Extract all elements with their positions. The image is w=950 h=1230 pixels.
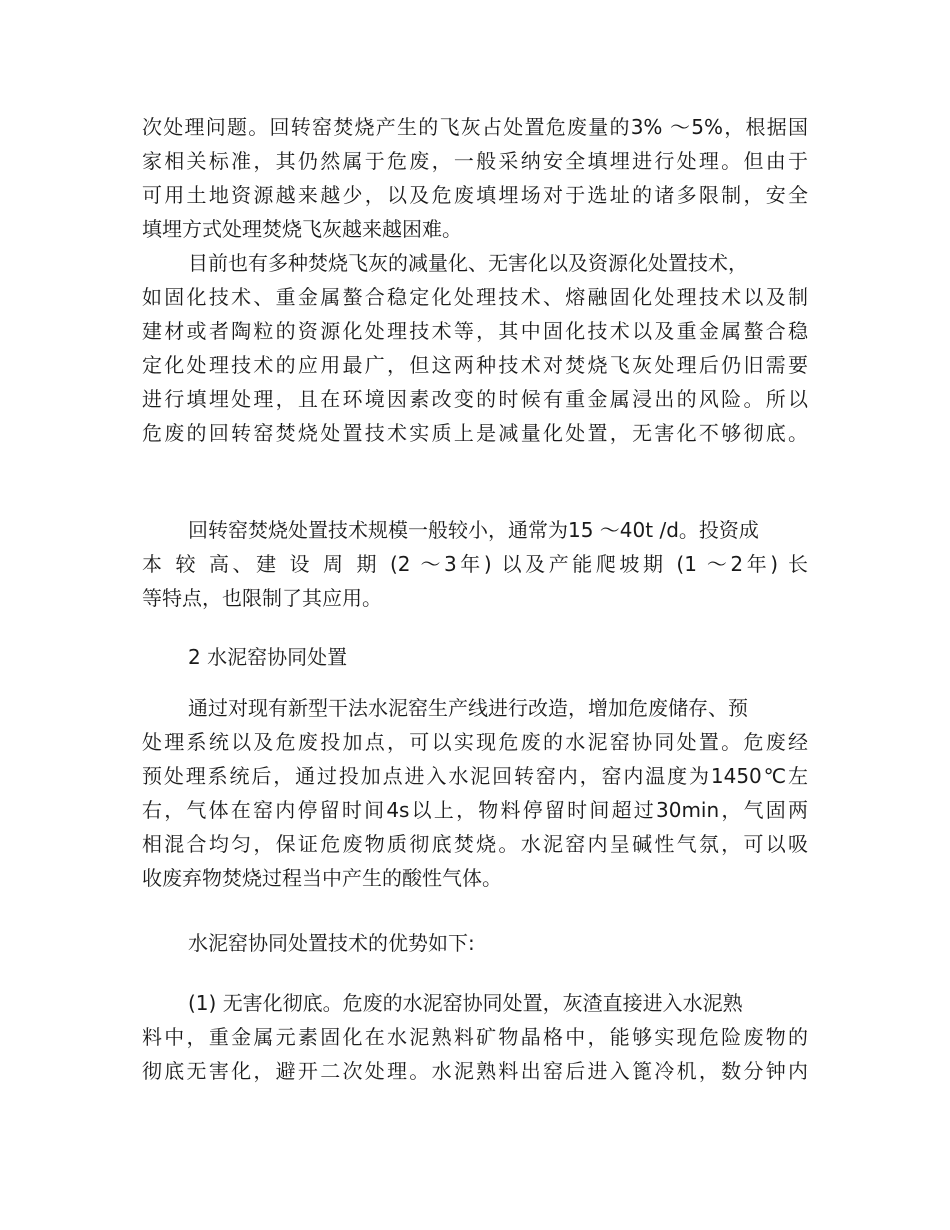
text-line: 定化处理技术的应用最广，但这两种技术对焚烧飞灰处理后仍旧需要: [142, 353, 808, 377]
text-line: 填埋方式处理焚烧飞灰越来越困难。: [142, 217, 462, 241]
text-line: (1) 无害化彻底。危废的水泥窑协同处置，灰渣直接进入水泥熟: [188, 991, 743, 1015]
text-line: 预处理系统后，通过投加点进入水泥回转窑内，窑内温度为1450℃左: [142, 764, 808, 788]
text-line: 水泥窑协同处置技术的优势如下:: [188, 931, 475, 955]
paragraph-rotary-kiln-scale: [142, 513, 808, 615]
text-line: 彻底无害化，避开二次处理。水泥熟料出窑后进入篦冷机，数分钟内: [142, 1059, 808, 1083]
text-line: 可用土地资源越来越少，以及危废填埋场对于选址的诸多限制，安全: [142, 183, 808, 207]
paragraph-fly-ash-technologies: [142, 246, 808, 450]
text-line: 目前也有多种焚烧飞灰的减量化、无害化以及资源化处置技术，: [188, 251, 748, 275]
paragraph-cement-kiln-process: [142, 691, 808, 895]
text-line: 料中，重金属元素固化在水泥熟料矿物晶格中，能够实现危险废物的: [142, 1025, 808, 1049]
text-line: 通过对现有新型干法水泥窑生产线进行改造，增加危废储存、预: [188, 696, 748, 720]
text-line: 家相关标准，其仍然属于危废，一般采纳安全填埋进行处理。但由于: [142, 149, 808, 173]
text-line: 处理系统以及危废投加点，可以实现危废的水泥窑协同处置。危废经: [142, 730, 808, 754]
text-line: 等特点，也限制了其应用。: [142, 586, 382, 610]
paragraph-advantage-1: [142, 986, 808, 1088]
text-line: 建材或者陶粒的资源化处理技术等，其中固化技术以及重金属螯合稳: [142, 319, 808, 343]
text-line: 如固化技术、重金属螯合稳定化处理技术、熔融固化处理技术以及制: [142, 285, 808, 309]
section-heading: [142, 640, 808, 674]
paragraph-fly-ash-landfill: [142, 110, 808, 246]
text-line: 进行填埋处理，且在环境因素改变的时候有重金属浸出的风险。所以: [142, 387, 808, 411]
text-line: 右，气体在窑内停留时间4s以上，物料停留时间超过30min，气固两: [142, 798, 808, 822]
text-line: 相混合均匀，保证危废物质彻底焚烧。水泥窑内呈碱性气氛，可以吸: [142, 832, 808, 856]
text-line: 次处理问题。回转窑焚烧产生的飞灰占处置危废量的3% ～5%，根据国: [142, 115, 808, 139]
text-line: 收废弃物焚烧过程当中产生的酸性气体。: [142, 866, 502, 890]
text-line: 危废的回转窑焚烧处置技术实质上是减量化处置，无害化不够彻底。: [142, 421, 808, 445]
paragraph-advantages-intro: [142, 926, 808, 960]
text-line: 回转窑焚烧处置技术规模一般较小，通常为15 ～40t /d。投资成: [188, 518, 759, 542]
section-title: 2 水泥窑协同处置: [188, 645, 348, 669]
text-line: 本 较 高、建 设 周 期 (2 ～3年) 以及产能爬坡期 (1 ～2年) 长: [142, 552, 808, 576]
